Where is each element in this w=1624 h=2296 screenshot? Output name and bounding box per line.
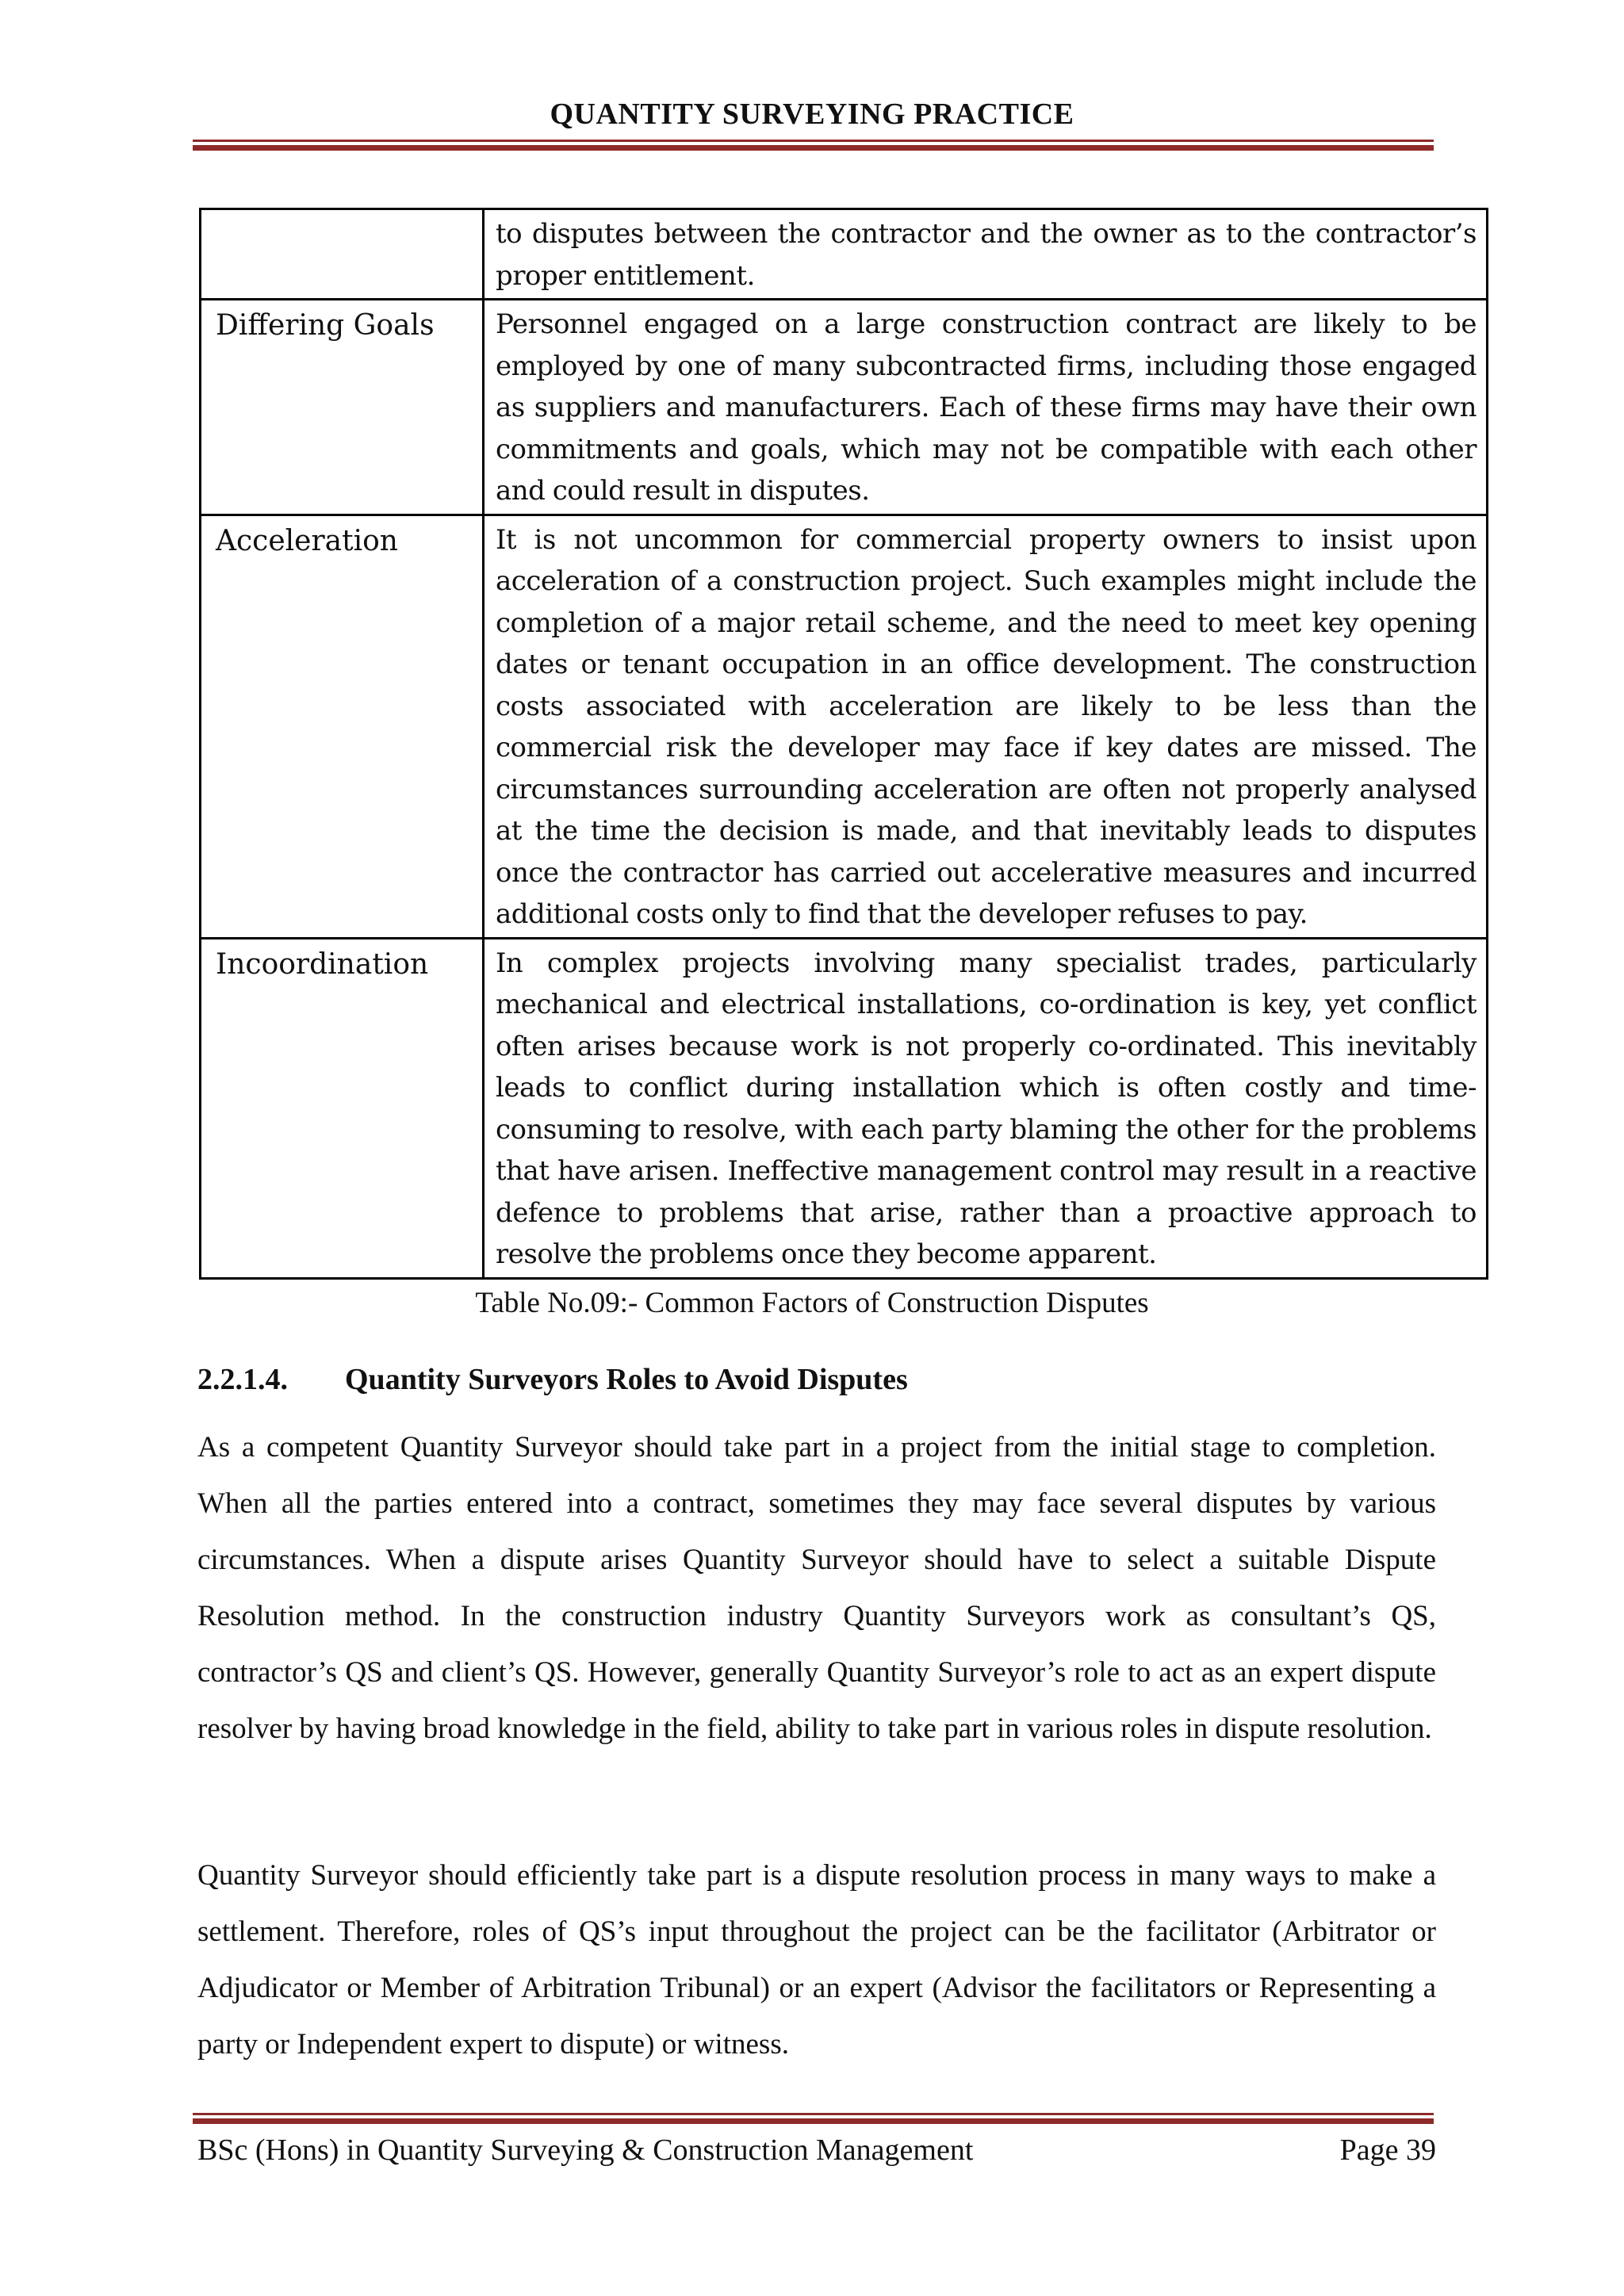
body-paragraph: Quantity Surveyor should efficiently take part is a dispute resolution process in many ways to make a settlement. Therefore, roles of QS’s input throughout the project can be the facilitator (Arbitrator or Adjudicator or Member of Arbitration Tribunal) or an expert (Advisor the facilitators or Representing a party or Independent expert to dispute) or witness. (197, 1859, 1436, 2061)
section-title: Quantity Surveyors Roles to Avoid Disputes (345, 1363, 908, 1396)
footer-program: BSc (Hons) in Quantity Surveying & Construction Management (197, 2133, 974, 2167)
section-number: 2.2.1.4. (197, 1363, 288, 1396)
table-row-text: It is not uncommon for commercial property owners to insist upon acceleration of a construction project. Such examples might include the completion of a major retail scheme, and the need to meet key opening dates or tenant occupation in an office development. The construction costs associated with acceleration are likely to be less than the commercial risk the developer may face if key dates are missed. The circumstances surrounding acceleration are often not properly analysed at the time the decision is made, and that inevitably leads to disputes once the contractor has carried out accelerative measures and incurred additional costs only to find that the developer refuses to pay. (496, 523, 1477, 930)
table-row (201, 298, 1486, 514)
page-number: Page 39 (1339, 2133, 1436, 2167)
table-row-text: to disputes between the contractor and the owner as to the contractor’s proper entitlement. (496, 218, 1477, 292)
disputes-factors-table (199, 208, 1488, 1280)
table-row-label: Acceleration (201, 516, 485, 937)
header-rule (193, 140, 1434, 151)
table-row-label: Differing Goals (201, 300, 485, 514)
section-heading (197, 1362, 908, 1397)
footer-rule (193, 2113, 1434, 2124)
table-row-label (201, 210, 485, 298)
table-row-label: Incoordination (201, 939, 485, 1277)
table-row-text: In complex projects involving many specialist trades, particularly mechanical and electrical installations, co-ordination is key, yet conflict often arises because work is not properly co-ordinated. This inevitably leads to conflict during installation which is often costly and time-consuming to resolve, with each party blaming the other for the problems that have arisen. Ineffective management control may result in a reactive defence to problems that arise, rather than a proactive approach to resolve the problems once they become apparent. (496, 947, 1477, 1270)
page-header-title: QUANTITY SURVEYING PRACTICE (550, 98, 1074, 131)
table-row (201, 210, 1486, 298)
table-row (201, 937, 1486, 1277)
table-row (201, 514, 1486, 937)
table-caption: Table No.09:- Common Factors of Construction Disputes (475, 1287, 1149, 1319)
table-row-text: Personnel engaged on a large construction contract are likely to be employed by one of many subcontracted firms, including those engaged as suppliers and manufacturers. Each of these firms may have their own commitments and goals, which may not be compatible with each other and could result in disputes. (496, 308, 1477, 507)
body-paragraph: As a competent Quantity Surveyor should take part in a project from the initial stage to completion. When all the parties entered into a contract, sometimes they may face several disputes by various circumstances. When a dispute arises Quantity Surveyor should have to select a suitable Dispute Resolution method. In the construction industry Quantity Surveyors work as consultant’s QS, contractor’s QS and client’s QS. However, generally Quantity Surveyor’s role to act as an expert dispute resolver by having broad knowledge in the field, ability to take part in various roles in dispute resolution. (197, 1431, 1436, 1745)
